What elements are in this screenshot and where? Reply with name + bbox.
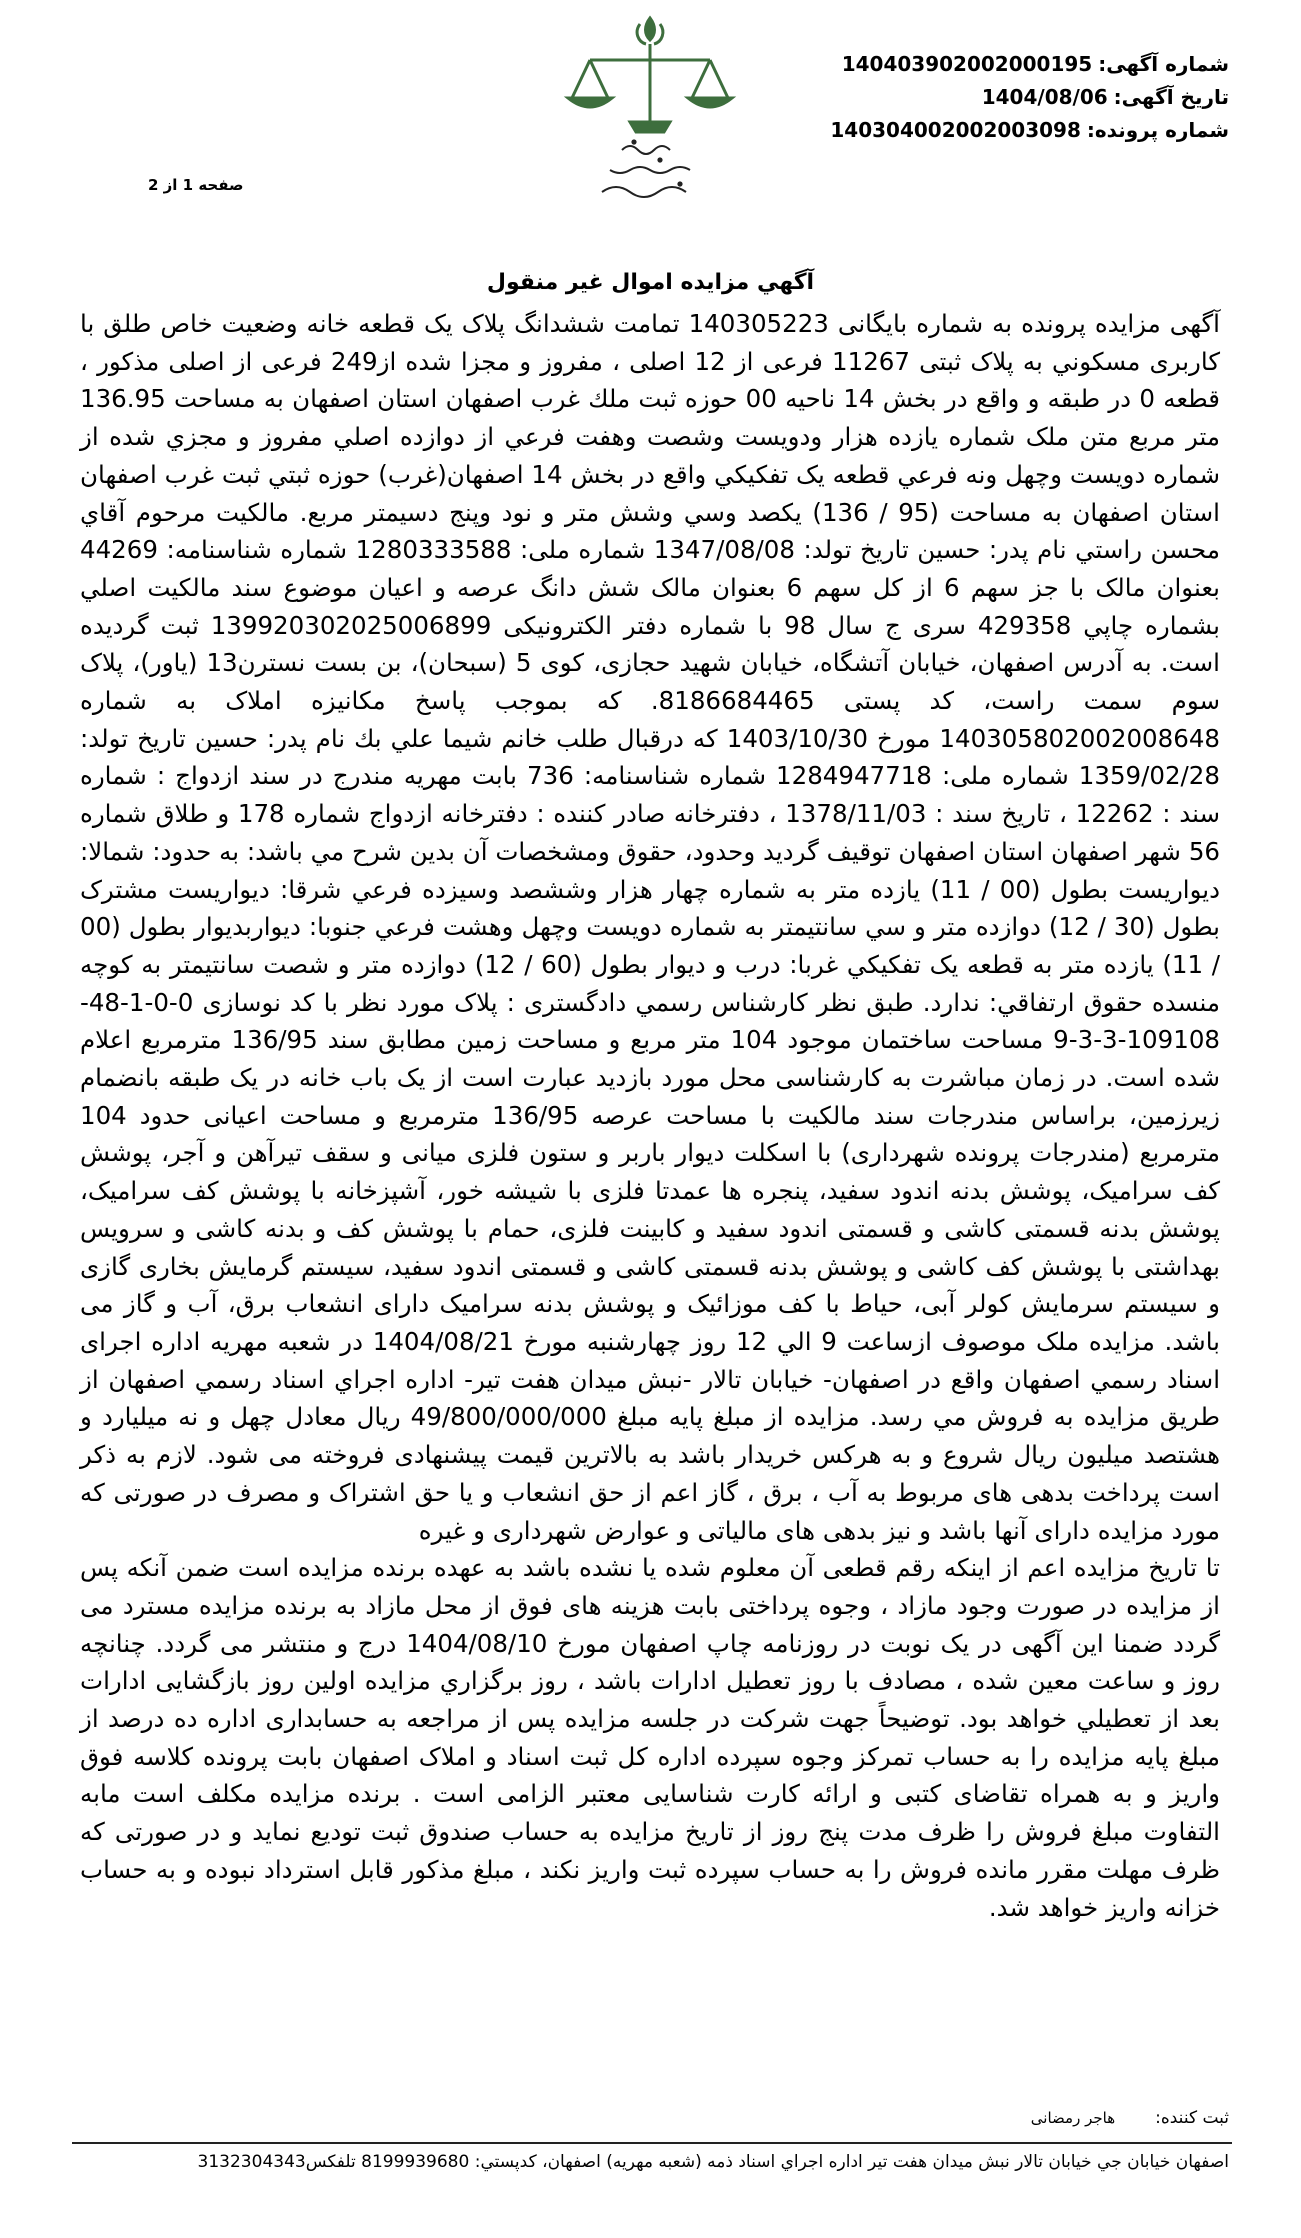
notice-number: 140403902002000195 <box>841 52 1093 76</box>
case-number: 140304002002003098 <box>830 118 1081 142</box>
notice-date-row <box>830 81 1229 114</box>
footer-address: اصفهان خيابان جي خيابان تالار نبش ميدان هفت تير اداره اجراي اسناد ذمه (شعبه مهريه) اصفهان، کدپستي: 8199939680 تلفکس3132304343 <box>197 2152 1229 2172</box>
case-number-label: شماره پرونده: <box>1086 118 1229 142</box>
notice-date-label: تاریخ آگهی: <box>1113 85 1229 109</box>
document-title: آگهي مزايده اموال غير منقول <box>486 270 815 295</box>
body-paragraph-2: تا تاريخ مزايده اعم از اينکه رقم قطعی آن معلوم شده يا نشده باشد به عهده برنده مزايده است ضمن آنکه پس از مزايده در صورت وجود مازاد ، وجوه پرداختی بابت هزينه های فوق از محل مازاد به برنده مزايده مسترد می گردد ضمنا اين آگهی در یک نوبت در روزنامه چاپ اصفهان مورخ 1404/08/10 درج و منتشر می گردد. چنانچه روز و ساعت معين شده ، مصادف با روز تعطيل ادارات باشد ، روز برگزاري مزايده اولين روز بازگشايی ادارات بعد از تعطيلي خواهد بود. توضيحاً جهت شرکت در جلسه مزايده پس از مراجعه به حسابداری اداره ده درصد از مبلغ پايه مزايده را به حساب تمرکز وجوه سپرده اداره کل ثبت اسناد و املاک اصفهان بابت پرونده کلاسه فوق واريز و به همراه تقاضای کتبی و ارائه کارت شناسايی معتبر الزامی است . برنده مزايده مکلف است مابه التفاوت مبلغ فروش را ظرف مدت پنج روز از تاريخ مزايده به حساب صندوق ثبت توديع نمايد و در صورتی که ظرف مهلت مقرر مانده فروش را به حساب سپرده ثبت واريز نکند ، مبلغ مذکور قابل استرداد نبوده و به حساب خزانه واريز خواهد شد. <box>80 1553 1220 1922</box>
case-number-row <box>830 114 1229 147</box>
notice-number-row <box>830 48 1229 81</box>
footer-divider <box>72 2142 1232 2144</box>
notice-number-label: شماره آگهی: <box>1098 52 1229 76</box>
notice-meta <box>830 48 1229 147</box>
registrar-name: هاجر رمضانی <box>1030 2109 1116 2127</box>
judiciary-emblem-icon <box>560 10 740 210</box>
registrar-label: ثبت کننده: <box>1155 2108 1229 2128</box>
document-body <box>80 305 1220 1926</box>
page-number: صفحه 1 از 2 <box>148 176 244 194</box>
registrar <box>1031 2108 1229 2128</box>
body-paragraph-1: آگهی مزایده پرونده به شماره بایگانی 140305223 تمامت ششدانگ پلاک یک قطعه خانه وضعیت خاص طلق با کاربری مسکوني به پلاک ثبتی 11267 فرعی از 12 اصلی ، مفروز و مجزا شده از249 فرعی از اصلی مذکور ، قطعه 0 در طبقه و واقع در بخش 14 ناحیه 00 حوزه ثبت ملك غرب اصفهان استان اصفهان به مساحت 136.95 متر مربع متن ملک شماره يازده هزار ودويست وشصت وهفت فرعي از دوازده اصلي مفروز و مجزي شده از شماره دويست وچهل ونه فرعي قطعه یک تفکيکي واقع در بخش 14 اصفهان(غرب) حوزه ثبتي ثبت غرب اصفهان استان اصفهان به مساحت (95 / 136) يکصد وسي وشش متر و نود وپنج دسيمتر مربع. مالکيت مرحوم آقاي محسن راستي نام پدر: حسین تاریخ تولد: 1347/08/08 شماره ملی: 1280333588 شماره شناسنامه: 44269 بعنوان مالک با جز سهم 6 از کل سهم 6 بعنوان مالک شش دانگ عرصه و اعیان موضوع سند مالکيت اصلي بشماره چاپي 429358 سری ج سال 98 با شماره دفتر الکترونيکی 139920302025006899 ثبت گرديده است. به آدرس اصفهان، خيابان آتشگاه، خيابان شهيد حجازی، کوی 5 (سبحان)، بن بست نسترن13 (یاور)، پلاک سوم سمت راست، کد پستی 8186684465. که بموجب پاسخ مکانيزه املاک به شماره 140305802002008648 مورخ 1403/10/30 که درقبال طلب خانم شيما علي بك نام پدر: حسین تاريخ تولد: 1359/02/28 شماره ملی: 1284947718 شماره شناسنامه: 736 بابت مهريه مندرج در سند ازدواج : شماره سند : 12262 ، تاريخ سند : 1378/11/03 ، دفترخانه صادر کننده : دفترخانه ازدواج شماره 178 و طلاق شماره 56 شهر اصفهان استان اصفهان توقيف گرديد وحدود، حقوق ومشخصات آن بدين شرح مي باشد: به حدود: شمالا: ديواريست بطول (00 / 11) يازده متر به شماره چهار هزار وششصد وسيزده فرعي شرقا: ديواريست مشترک بطول (30 / 12) دوازده متر و سي سانتيمتر به شماره دويست وچهل وهشت فرعي جنوبا: ديواربديوار بطول (00 / 11) يازده متر به قطعه یک تفکيکي غربا: درب و ديوار بطول (60 / 12) دوازده متر و شصت سانتيمتر به کوچه منسده حقوق ارتفاقي: ندارد. طبق نظر کارشناس رسمي دادگستری : پلاک مورد نظر با کد نوسازی 0-0-1-48-109108-3-3-9 مساحت ساختمان موجود 104 متر مربع و مساحت زمین مطابق سند 136/95 مترمربع اعلام شده است. در زمان مباشرت به کارشناسی محل مورد بازدید عبارت است از یک باب خانه در یک طبقه بانضمام زیرزمین، براساس مندرجات سند مالکیت با مساحت عرصه 136/95 مترمربع و مساحت اعیانی حدود 104 مترمربع (مندرجات پرونده شهرداری) با اسکلت دیوار باربر و ستون فلزی میانی و سقف تیرآهن و آجر، پوشش کف سرامیک، پوشش بدنه اندود سفید، پنجره ها عمدتا فلزی با شیشه خور، آشپزخانه با پوشش کف سرامیک، پوشش بدنه قسمتی کاشی و قسمتی اندود سفید و کابینت فلزی، حمام با پوشش کف و بدنه کاشی و سرویس بهداشتی با پوشش کف کاشی و پوشش بدنه قسمتی کاشی و قسمتی اندود سفید، سیستم گرمایش بخاری گازی و سیستم سرمایش کولر آبی، حیاط با کف موزائیک و پوشش بدنه سرامیک دارای انشعاب برق، آب و گاز می باشد. مزايده ملک موصوف ازساعت 9 الي 12 روز چهارشنبه مورخ 1404/08/21 در شعبه مهريه اداره اجرای اسناد رسمي اصفهان واقع در اصفهان- خیابان تالار -نبش میدان هفت تیر- اداره اجراي اسناد رسمي اصفهان از طريق مزايده به فروش مي رسد. مزايده از مبلغ پايه مبلغ 49/800/000/000 ريال معادل چهل و نه ميليارد و هشتصد ميليون ريال شروع و به هرکس خريدار باشد به بالاترين قيمت پيشنهادی فروخته می شود. لازم به ذکر است پرداخت بدهی های مربوط به آب ، برق ، گاز اعم از حق انشعاب و يا حق اشتراک و مصرف در صورتی که مورد مزايده دارای آنها باشد و نيز بدهی های مالياتی و عوارض شهرداری و غيره <box>80 309 1221 1545</box>
notice-date: 1404/08/06 <box>981 85 1108 109</box>
